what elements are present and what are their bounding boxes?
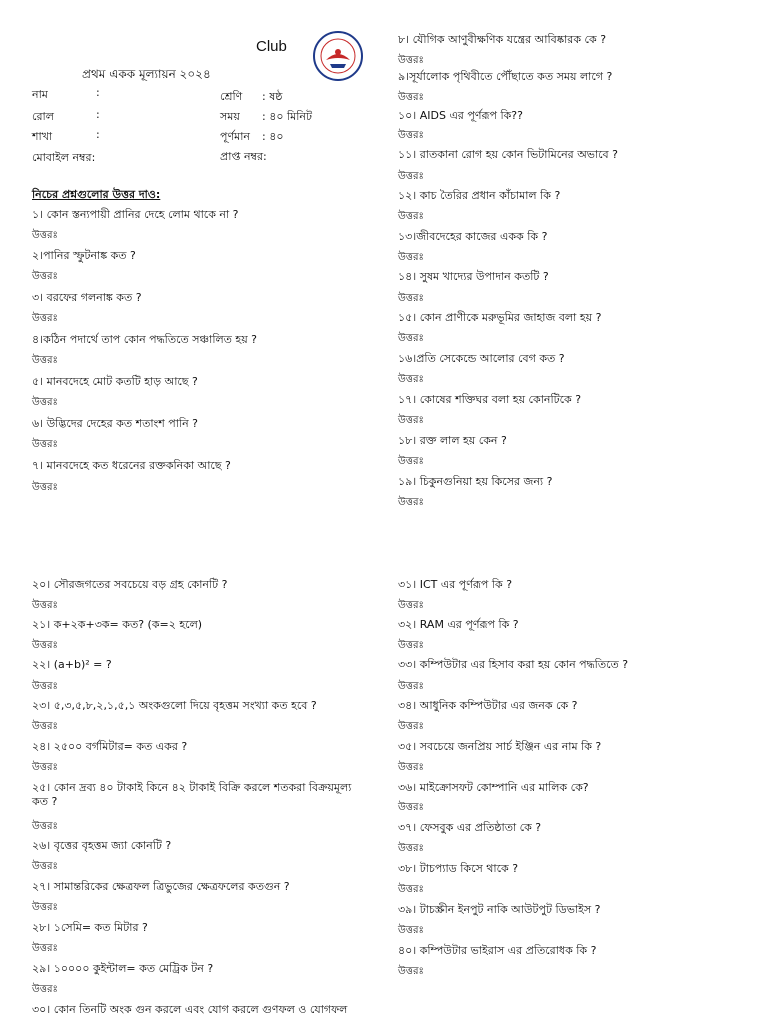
answer-label-31: উত্তরঃ [398, 600, 424, 611]
answer-label-28: উত্তরঃ [32, 943, 58, 954]
answer-label-3: উত্তরঃ [32, 313, 58, 324]
class-value: : ষষ্ঠ [262, 90, 283, 103]
question-14: ১৪। সুষম খাদ্যের উপাদান কতটি ? [398, 270, 549, 283]
question-25: ২৫। কোন দ্রব্য ৪০ টাকাই কিনে ৪২ টাকাই বিক্রি করলে শতকরা বিক্রয়মূল্য কত ? [32, 781, 352, 808]
question-35: ৩৫। সবচেয়ে জনপ্রিয় সার্চ ইঞ্জিন এর নাম কি ? [398, 740, 602, 753]
question-6: ৬। উদ্ভিদের দেহের কত শতাংশ পানি ? [32, 417, 198, 430]
answer-label-6: উত্তরঃ [32, 439, 58, 450]
question-40: ৪০। কম্পিউটার ভাইরাস এর প্রতিরোধক কি ? [398, 944, 597, 957]
section-label: শাখা [32, 130, 53, 143]
question-11: ১১। রাতকানা রোগ হয় কোন ভিটামিনের অভাবে ? [398, 148, 619, 161]
instruction-heading: নিচের প্রশ্নগুলোর উত্তর দাও: [32, 188, 161, 201]
club-title: Club [256, 38, 287, 55]
answer-label-2: উত্তরঃ [32, 271, 58, 282]
question-16: ১৬।প্রতি সেকেন্ডে আলোর বেগ কত ? [398, 352, 565, 365]
answer-label-20: উত্তরঃ [32, 600, 58, 611]
name-label: নাম [32, 88, 48, 101]
question-21: ২১। ক+২ক+৩ক= কত? (ক=২ হলে) [32, 618, 203, 631]
fullmark-value: : ৪০ [262, 130, 284, 143]
question-32: ৩২। RAM এর পূর্ণরূপ কি ? [398, 618, 519, 631]
question-39: ৩৯। টাচস্ক্রীন ইনপুট নাকি আউটপুট ডিভাইস ? [398, 903, 601, 916]
answer-label-16: উত্তরঃ [398, 374, 424, 385]
question-28: ২৮। ১সেমি= কত মিটার ? [32, 921, 148, 934]
answer-label-8: উত্তরঃ [398, 55, 424, 66]
question-29: ২৯। ১০০০০ কুইন্টাল= কত মেট্রিক টন ? [32, 962, 214, 975]
answer-label-27: উত্তরঃ [32, 902, 58, 913]
question-38: ৩৮। টাচপ্যাড কিসে থাকে ? [398, 862, 519, 875]
question-18: ১৮। রক্ত লাল হয় কেন ? [398, 434, 507, 447]
question-36: ৩৬। মাইক্রোসফট কোম্পানি এর মালিক কে? [398, 781, 589, 794]
answer-label-34: উত্তরঃ [398, 721, 424, 732]
answer-label-33: উত্তরঃ [398, 681, 424, 692]
answer-label-36: উত্তরঃ [398, 802, 424, 813]
answer-label-15: উত্তরঃ [398, 333, 424, 344]
answer-label-11: উত্তরঃ [398, 171, 424, 182]
question-24: ২৪। ২৫০০ বর্গমিটার= কত একর ? [32, 740, 188, 753]
question-1: ১। কোন স্তন্যপায়ী প্রানির দেহে লোম থাকে না ? [32, 208, 239, 221]
answer-label-35: উত্তরঃ [398, 762, 424, 773]
name-sep: : [96, 86, 100, 99]
club-logo-icon [312, 30, 364, 82]
answer-label-26: উত্তরঃ [32, 861, 58, 872]
answer-label-13: উত্তরঃ [398, 252, 424, 263]
answer-label-40: উত্তরঃ [398, 966, 424, 977]
answer-label-9: উত্তরঃ [398, 92, 424, 103]
question-27: ২৭। সামান্তরিকের ক্ষেত্রফল ত্রিভুজের ক্ষেত্রফলের কতগুন ? [32, 880, 290, 893]
question-17: ১৭। কোষের শক্তিঘর বলা হয় কোনটিকে ? [398, 393, 582, 406]
question-2: ২।পানির স্ফুটনাঙ্ক কত ? [32, 249, 136, 262]
answer-label-4: উত্তরঃ [32, 355, 58, 366]
question-12: ১২। কাচ তৈরির প্রধান কাঁচামাল কি ? [398, 189, 561, 202]
answer-label-23: উত্তরঃ [32, 721, 58, 732]
question-7: ৭। মানবদেহে কত ধরেনের রক্তকনিকা আছে ? [32, 459, 231, 472]
time-value: : ৪০ মিনিট [262, 110, 312, 123]
question-26: ২৬। বৃত্তের বৃহত্তম জ্যা কোনটি ? [32, 839, 172, 852]
question-37: ৩৭। ফেসবুক এর প্রতিষ্ঠাতা কে ? [398, 821, 542, 834]
fullmark-label: পূর্ণমান [220, 130, 250, 143]
question-5: ৫। মানবদেহে মোট কতটি হাড় আছে ? [32, 375, 198, 388]
question-20: ২০। সৌরজগতের সবচেয়ে বড় গ্রহ কোনটি ? [32, 578, 228, 591]
answer-label-29: উত্তরঃ [32, 984, 58, 995]
question-3: ৩। বরফের গলনাঙ্ক কত ? [32, 291, 142, 304]
question-13: ১৩।জীবদেহের কাজের একক কি ? [398, 230, 548, 243]
answer-label-10: উত্তরঃ [398, 130, 424, 141]
question-19: ১৯। চিকুনগুনিয়া হয় কিসের জন্য ? [398, 475, 553, 488]
answer-label-32: উত্তরঃ [398, 640, 424, 651]
answer-label-21: উত্তরঃ [32, 640, 58, 651]
class-label: শ্রেণি [220, 90, 243, 103]
answer-label-5: উত্তরঃ [32, 397, 58, 408]
answer-label-17: উত্তরঃ [398, 415, 424, 426]
answer-label-1: উত্তরঃ [32, 230, 58, 241]
question-34: ৩৪। আধুনিক কম্পিউটার এর জনক কে ? [398, 699, 578, 712]
answer-label-37: উত্তরঃ [398, 843, 424, 854]
section-sep: : [96, 128, 100, 141]
question-8: ৮। যৌগিক আণুবীক্ষণিক যন্ত্রের আবিষ্কারক কে ? [398, 33, 607, 46]
roll-label: রোল [32, 110, 54, 123]
question-23: ২৩। ৫,৩,৫,৮,২,১,৫,১ অংকগুলো দিয়ে বৃহত্তম সংখ্যা কত হবে ? [32, 699, 317, 712]
answer-label-38: উত্তরঃ [398, 884, 424, 895]
mobile-label: মোবাইল নম্বর: [32, 151, 96, 164]
answer-label-14: উত্তরঃ [398, 293, 424, 304]
question-9: ৯।সূর্যালোক পৃথিবীতে পৌঁছাতে কত সময় লাগে ? [398, 70, 613, 83]
answer-label-7: উত্তরঃ [32, 482, 58, 493]
time-label: সময় [220, 110, 240, 123]
answer-label-19: উত্তরঃ [398, 497, 424, 508]
answer-label-39: উত্তরঃ [398, 925, 424, 936]
question-31: ৩১। ICT এর পূর্ণরূপ কি ? [398, 578, 513, 591]
question-4: ৪।কঠিন পদার্থে তাপ কোন পদ্ধতিতে সঞ্চালিত হয় ? [32, 333, 258, 346]
question-15: ১৫। কোন প্রাণীকে মরুভূমির জাহাজ বলা হয় ? [398, 311, 602, 324]
answer-label-18: উত্তরঃ [398, 456, 424, 467]
question-10: ১০। AIDS এর পূর্ণরূপ কি?? [398, 109, 523, 122]
question-22: ২২। (a+b)² = ? [32, 658, 112, 671]
roll-sep: : [96, 108, 100, 121]
question-33: ৩৩। কম্পিউটার এর হিসাব করা হয় কোন পদ্ধতিতে ? [398, 658, 629, 671]
obtained-mark-label: প্রাপ্ত নম্বর: [220, 150, 267, 163]
question-30: ৩০। কোন তিনটি অংক গুন করলে এবং যোগ করলে গুণফল ও যোগফল [32, 1003, 348, 1016]
exam-title: প্রথম একক মূল্যায়ন ২০২৪ [82, 67, 211, 81]
answer-label-22: উত্তরঃ [32, 681, 58, 692]
answer-label-12: উত্তরঃ [398, 211, 424, 222]
answer-label-25: উত্তরঃ [32, 821, 58, 832]
answer-label-24: উত্তরঃ [32, 762, 58, 773]
